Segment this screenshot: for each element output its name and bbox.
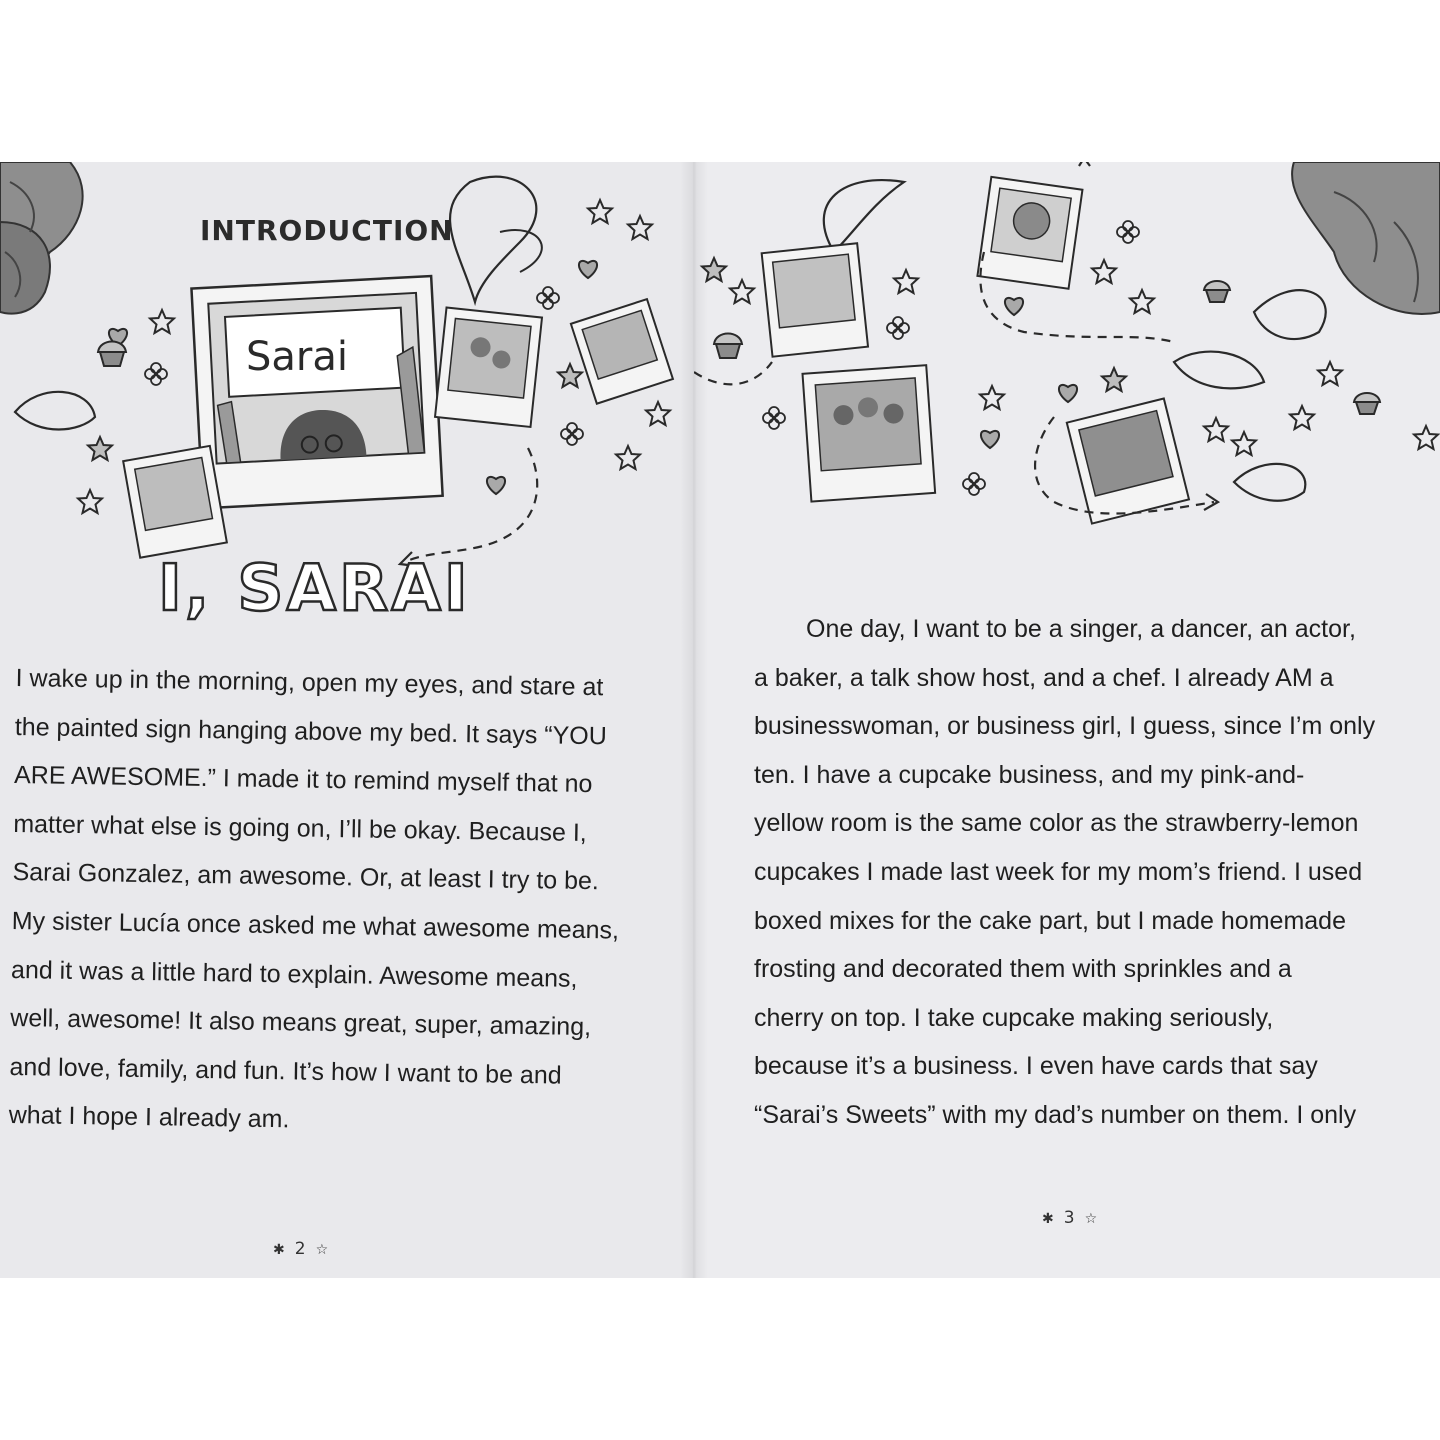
flower-icon	[145, 363, 167, 385]
star-icon	[78, 490, 102, 513]
polaroid-photo	[977, 177, 1082, 289]
text-line: businesswoman, or business girl, I guess, since I’m only	[754, 712, 1376, 741]
left-page	[0, 162, 694, 1278]
heart-icon	[579, 261, 597, 278]
cupcake-icon	[1354, 393, 1380, 414]
star-icon	[628, 216, 652, 239]
star-icon	[616, 446, 640, 469]
star-icon	[730, 280, 754, 303]
star-icon	[558, 364, 582, 387]
text-line: Sarai Gonzalez, am awesome. Or, at least I try to be.	[12, 858, 600, 896]
star-icon	[1318, 362, 1342, 385]
chapter-label: INTRODUCTION	[200, 214, 454, 247]
star-icon: ✱	[1042, 1211, 1054, 1227]
star-icon	[1204, 418, 1228, 441]
text-line: matter what else is going on, I’ll be okay. Because I,	[13, 809, 587, 847]
polaroid-photo	[571, 299, 673, 404]
polaroid-photo	[191, 276, 442, 508]
polaroid-photo	[803, 365, 936, 501]
page-number	[263, 1239, 338, 1259]
text-line: My sister Lucía once asked me what awesome means,	[11, 906, 620, 945]
left-paragraph	[8, 654, 623, 1149]
book-gutter	[680, 162, 708, 1278]
flower-icon	[963, 473, 985, 495]
page-number	[1032, 1208, 1107, 1228]
star-icon	[588, 200, 612, 223]
polaroid-photo	[435, 308, 542, 427]
flower-icon	[561, 423, 583, 445]
polaroid-photo	[123, 446, 227, 558]
text-line: the painted sign hanging above my bed. It says “YOU	[14, 712, 608, 750]
text-line: boxed mixes for the cake part, but I made homemade	[754, 906, 1346, 935]
star-icon	[150, 310, 174, 333]
photo-sign-caption: Sarai	[246, 334, 348, 380]
page-number-value: 3	[1063, 1208, 1075, 1228]
star-icon	[894, 270, 918, 293]
text-line: “Sarai’s Sweets” with my dad’s number on them. I only	[754, 1100, 1357, 1129]
heart-icon	[1059, 385, 1077, 402]
swoosh-arrow	[450, 177, 536, 302]
star-icon: ✱	[273, 1242, 285, 1258]
flower-icon	[537, 287, 559, 309]
text-line: cupcakes I made last week for my mom’s friend. I used	[754, 857, 1363, 886]
text-line: ten. I have a cupcake business, and my pink-and-	[754, 760, 1305, 789]
cupcake-icon	[714, 334, 742, 359]
page-number-value: 2	[294, 1239, 306, 1259]
cupcake-icon	[98, 342, 126, 367]
rose-illustration	[1292, 162, 1440, 314]
heart-icon	[487, 477, 505, 494]
text-line: well, awesome! It also means great, super, amazing,	[10, 1004, 592, 1042]
right-paragraph	[754, 605, 1375, 1140]
polaroid-photo	[1067, 398, 1189, 523]
swoosh-arrow	[824, 180, 904, 252]
star-icon	[1102, 368, 1126, 391]
cupcake-icon	[1204, 281, 1230, 302]
text-line: what I hope I already am.	[8, 1101, 290, 1134]
text-line: frosting and decorated them with sprinkles and a	[754, 955, 1292, 984]
star-icon	[646, 402, 670, 425]
text-line: ARE AWESOME.” I made it to remind myself that no	[13, 761, 593, 799]
star-icon: ☆	[1084, 1211, 1098, 1227]
flower-icon	[1117, 221, 1139, 243]
star-icon	[1092, 260, 1116, 283]
text-line: yellow room is the same color as the strawberry-lemon	[754, 809, 1359, 838]
star-icon	[1414, 426, 1438, 449]
text-line: I wake up in the morning, open my eyes, and stare at	[15, 663, 604, 702]
star-icon	[88, 437, 112, 460]
heart-icon	[981, 431, 999, 448]
rose-illustration	[0, 162, 83, 314]
star-icon	[1290, 406, 1314, 429]
heart-icon	[1005, 298, 1023, 315]
star-icon	[980, 386, 1004, 409]
flower-icon	[887, 317, 909, 339]
star-icon	[1232, 432, 1256, 455]
text-line: One day, I want to be a singer, a dancer, an actor,	[806, 615, 1356, 643]
book-spread	[0, 162, 1440, 1278]
chapter-title: I, SARAI	[158, 552, 471, 626]
text-line: a baker, a talk show host, and a chef. I already AM a	[754, 663, 1334, 692]
flower-icon	[763, 407, 785, 429]
text-line: and love, family, and fun. It’s how I want to be and	[9, 1052, 562, 1090]
star-icon	[1130, 290, 1154, 313]
text-line: cherry on top. I take cupcake making seriously,	[754, 1003, 1274, 1032]
star-icon: ☆	[315, 1242, 329, 1258]
text-line: because it’s a business. I even have cards that say	[754, 1052, 1318, 1081]
polaroid-photo	[762, 243, 868, 356]
text-line: and it was a little hard to explain. Awesome means,	[10, 955, 578, 993]
right-page	[694, 162, 1440, 1278]
